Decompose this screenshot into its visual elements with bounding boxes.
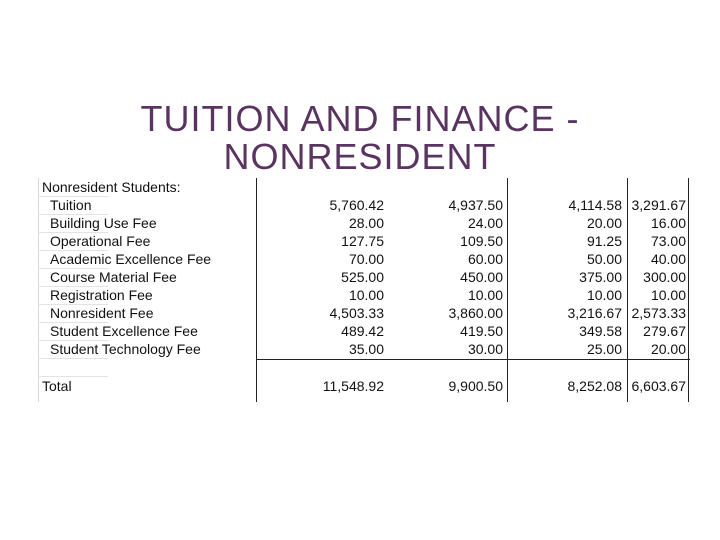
row-label: Tuition (50, 197, 92, 213)
row-label: Course Material Fee (50, 269, 177, 285)
cell-value: 4,503.33 (329, 305, 384, 321)
cell-value: 91.25 (586, 233, 622, 249)
cell-value: 16.00 (650, 215, 686, 231)
page-title (0, 100, 720, 176)
cell-value: 2,573.33 (631, 305, 686, 321)
table-row (38, 286, 690, 304)
table-row (38, 232, 690, 250)
row-label: Academic Excellence Fee (50, 251, 212, 267)
cell-value: 20.00 (586, 215, 622, 231)
fee-spreadsheet (38, 178, 690, 402)
table-row (38, 268, 690, 286)
cell-value: 20.00 (650, 341, 686, 357)
cell-value: 127.75 (341, 233, 384, 249)
total-value: 6,603.67 (631, 378, 686, 394)
cell-value: 10.00 (586, 287, 622, 303)
table-row (38, 250, 690, 268)
cell-value: 5,760.42 (329, 197, 384, 213)
cell-value: 3,291.67 (631, 197, 686, 213)
cell-value: 525.00 (341, 269, 384, 285)
grid-line (38, 358, 108, 359)
cell-value: 375.00 (579, 269, 622, 285)
table-row (38, 214, 690, 232)
cell-value: 3,860.00 (448, 305, 503, 321)
cell-value: 4,114.58 (568, 197, 622, 213)
cell-value: 25.00 (586, 341, 622, 357)
cell-value: 35.00 (348, 341, 384, 357)
cell-value: 28.00 (348, 215, 384, 231)
cell-value: 40.00 (650, 251, 686, 267)
section-header: Nonresident Students: (42, 179, 181, 195)
cell-value: 10.00 (467, 287, 503, 303)
cell-value: 50.00 (586, 251, 622, 267)
cell-value: 279.67 (643, 323, 686, 339)
table-row (38, 322, 690, 340)
total-value: 9,900.50 (448, 378, 503, 394)
cell-value: 70.00 (348, 251, 384, 267)
table-row (38, 196, 690, 214)
cell-value: 4,937.50 (448, 197, 503, 213)
row-label: Operational Fee (50, 233, 151, 249)
row-label: Registration Fee (50, 287, 153, 303)
cell-value: 73.00 (650, 233, 686, 249)
total-label: Total (42, 378, 72, 394)
cell-value: 300.00 (643, 269, 686, 285)
table-row (38, 304, 690, 322)
cell-value: 109.50 (460, 233, 503, 249)
row-label: Student Technology Fee (50, 341, 201, 357)
section-header-row (38, 178, 690, 196)
title-line-2: NONRESIDENT (223, 136, 497, 177)
cell-value: 10.00 (348, 287, 384, 303)
cell-value: 3,216.67 (567, 305, 622, 321)
cell-value: 349.58 (579, 323, 622, 339)
cell-value: 419.50 (460, 323, 503, 339)
total-row (38, 377, 690, 395)
cell-value: 60.00 (467, 251, 503, 267)
row-label: Building Use Fee (50, 215, 157, 231)
cell-value: 450.00 (460, 269, 503, 285)
total-separator (256, 359, 690, 360)
cell-value: 10.00 (650, 287, 686, 303)
total-value: 11,548.92 (322, 378, 384, 394)
total-value: 8,252.08 (567, 378, 622, 394)
row-label: Nonresident Fee (50, 305, 154, 321)
table-row (38, 340, 690, 358)
cell-value: 24.00 (467, 215, 503, 231)
title-line-1: TUITION AND FINANCE - (140, 98, 580, 139)
row-label: Student Excellence Fee (50, 323, 198, 339)
cell-value: 30.00 (467, 341, 503, 357)
cell-value: 489.42 (341, 323, 384, 339)
